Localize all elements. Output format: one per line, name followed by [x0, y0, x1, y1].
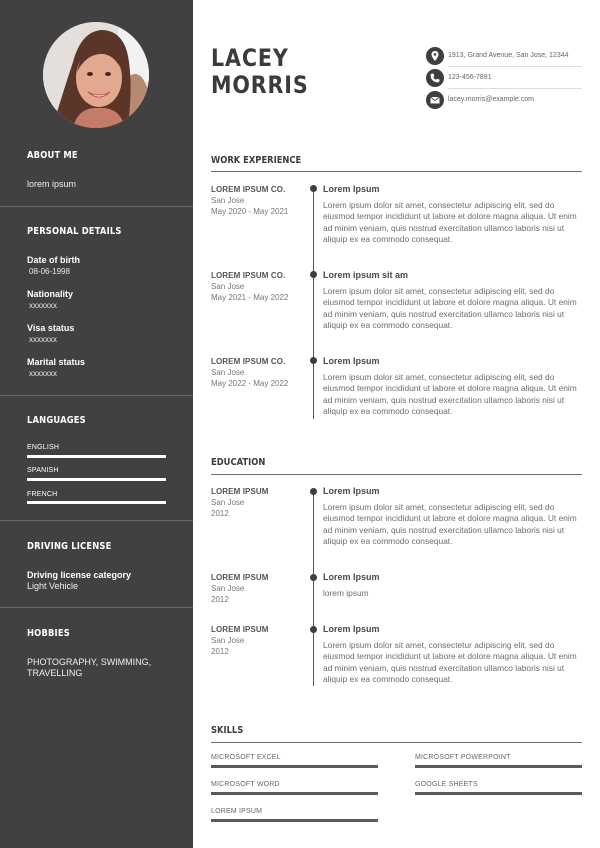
contact-address: 1913, Grand Avenue, San Jose, 12344: [448, 52, 569, 59]
education-entry-meta: [211, 572, 306, 605]
work-entry-body: [323, 183, 585, 245]
work-description: Lorem ipsum dolor sit amet, consectetur adipiscing elit, sed do eiusmod tempor incididunt ut labore et dolore magna aliqua. Ut enim ad minim veniam, quis nostrud exercitation ullamco laboris nisi ut aliquip ex ea commodo consequat.: [323, 372, 577, 416]
skill-lorem-ipsum: LOREM IPSUM: [211, 808, 263, 815]
work-title: Lorem ipsum sit am: [323, 270, 409, 280]
location-pin-icon: [426, 47, 444, 65]
work-entry-body: [323, 269, 585, 331]
driving-license-label: Driving license category: [27, 570, 132, 580]
education-entry-body: [323, 485, 585, 547]
education-year: 2012: [211, 595, 229, 604]
work-dates: May 2022 - May 2022: [211, 379, 289, 388]
divider: [0, 520, 193, 521]
work-location: San Jose: [211, 196, 245, 205]
education-timeline: [313, 490, 314, 686]
language-level-bar: [27, 501, 166, 504]
skill-microsoft-word: MICROSOFT WORD: [211, 781, 280, 788]
section-divider: [211, 742, 582, 743]
language-spanish: SPANISH: [27, 467, 59, 474]
skill-google-sheets: GOOGLE SHEETS: [415, 781, 478, 788]
work-entry-body: [323, 355, 585, 417]
divider: [0, 395, 193, 396]
education-title: Lorem Ipsum: [323, 624, 380, 634]
education-school: LOREM IPSUM: [211, 487, 269, 496]
driving-license-heading: DRIVING LICENSE: [27, 541, 112, 552]
education-heading: EDUCATION: [211, 457, 266, 468]
education-title: Lorem Ipsum: [323, 572, 380, 582]
language-french: FRENCH: [27, 491, 58, 498]
education-location: San Jose: [211, 584, 245, 593]
sidebar: [0, 0, 193, 848]
skill-level-bar: [211, 819, 378, 822]
work-dates: May 2020 - May 2021: [211, 207, 289, 216]
contact-phone: 123-456-7891: [448, 74, 492, 81]
contact-divider: [448, 88, 582, 89]
education-entry-body: [323, 623, 585, 685]
education-location: San Jose: [211, 636, 245, 645]
education-location: San Jose: [211, 498, 245, 507]
language-level-bar: [27, 478, 166, 481]
work-experience-heading: WORK EXPERIENCE: [211, 155, 302, 166]
skill-microsoft-excel: MICROSOFT EXCEL: [211, 754, 281, 761]
contact-email: lacey.morris@example.com: [448, 96, 534, 103]
work-title: Lorem Ipsum: [323, 356, 380, 366]
nationality-label: Nationality: [27, 289, 74, 299]
divider: [0, 607, 193, 608]
education-school: LOREM IPSUM: [211, 573, 269, 582]
section-divider: [211, 474, 582, 475]
education-entry-meta: [211, 624, 306, 657]
dob-label: Date of birth: [27, 255, 80, 265]
language-english: ENGLISH: [27, 444, 60, 451]
hobbies-line-1: PHOTOGRAPHY, SWIMMING,: [27, 657, 152, 667]
dob-value: 08-06-1998: [29, 267, 70, 276]
education-description: lorem ipsum: [323, 588, 369, 598]
work-timeline: [313, 188, 314, 419]
language-level-bar: [27, 455, 166, 458]
profile-photo: [43, 22, 149, 128]
section-divider: [211, 171, 582, 172]
education-entry-body: [323, 571, 585, 599]
education-entry-meta: [211, 486, 306, 519]
visa-status-value: xxxxxxx: [29, 335, 57, 344]
contact-divider: [448, 66, 582, 67]
personal-details-heading: PERSONAL DETAILS: [27, 226, 122, 237]
marital-status-label: Marital status: [27, 357, 86, 367]
work-company: LOREM IPSUM CO.: [211, 357, 286, 366]
timeline-dot: [310, 271, 317, 278]
timeline-dot: [310, 488, 317, 495]
visa-status-label: Visa status: [27, 323, 75, 333]
nationality-value: xxxxxxx: [29, 301, 57, 310]
languages-heading: LANGUAGES: [27, 415, 86, 426]
timeline-dot: [310, 185, 317, 192]
timeline-dot: [310, 574, 317, 581]
work-entry-meta: [211, 184, 306, 217]
skill-level-bar: [211, 765, 378, 768]
skills-heading: SKILLS: [211, 725, 244, 736]
work-title: Lorem Ipsum: [323, 184, 380, 194]
skill-level-bar: [211, 792, 378, 795]
driving-license-value: Light Vehicle: [27, 581, 79, 591]
first-name: LACEY: [211, 44, 289, 72]
work-company: LOREM IPSUM CO.: [211, 185, 286, 194]
phone-icon: [426, 69, 444, 87]
education-description: Lorem ipsum dolor sit amet, consectetur adipiscing elit, sed do eiusmod tempor incididunt ut labore et dolore magna aliqua. Ut enim ad minim veniam, quis nostrud exercitation ullamco laboris nisi ut aliquip ex ea commodo consequat.: [323, 502, 577, 546]
work-entry-meta: [211, 270, 306, 303]
marital-status-value: xxxxxxx: [29, 369, 57, 378]
skill-microsoft-powerpoint: MICROSOFT POWERPOINT: [415, 754, 511, 761]
divider: [0, 206, 193, 207]
work-description: Lorem ipsum dolor sit amet, consectetur adipiscing elit, sed do eiusmod tempor incididunt ut labore et dolore magna aliqua. Ut enim ad minim veniam, quis nostrud exercitation ullamco laboris nisi ut aliquip ex ea commodo consequat.: [323, 286, 577, 330]
hobbies-heading: HOBBIES: [27, 628, 70, 639]
about-heading: ABOUT ME: [27, 150, 78, 161]
work-description: Lorem ipsum dolor sit amet, consectetur adipiscing elit, sed do eiusmod tempor incididunt ut labore et dolore magna aliqua. Ut enim ad minim veniam, quis nostrud exercitation ullamco laboris nisi ut aliquip ex ea commodo consequat.: [323, 200, 577, 244]
education-year: 2012: [211, 647, 229, 656]
timeline-dot: [310, 626, 317, 633]
education-description: Lorem ipsum dolor sit amet, consectetur adipiscing elit, sed do eiusmod tempor incididunt ut labore et dolore magna aliqua. Ut enim ad minim veniam, quis nostrud exercitation ullamco laboris nisi ut aliquip ex ea commodo consequat.: [323, 640, 577, 684]
last-name: MORRIS: [211, 71, 309, 99]
skill-level-bar: [415, 765, 582, 768]
work-company: LOREM IPSUM CO.: [211, 271, 286, 280]
work-location: San Jose: [211, 282, 245, 291]
work-location: San Jose: [211, 368, 245, 377]
skill-level-bar: [415, 792, 582, 795]
hobbies-line-2: TRAVELLING: [27, 668, 83, 678]
work-dates: May 2021 - May 2022: [211, 293, 289, 302]
timeline-dot: [310, 357, 317, 364]
education-school: LOREM IPSUM: [211, 625, 269, 634]
email-icon: [426, 91, 444, 109]
work-entry-meta: [211, 356, 306, 389]
education-title: Lorem Ipsum: [323, 486, 380, 496]
about-text: lorem ipsum: [27, 179, 77, 189]
education-year: 2012: [211, 509, 229, 518]
